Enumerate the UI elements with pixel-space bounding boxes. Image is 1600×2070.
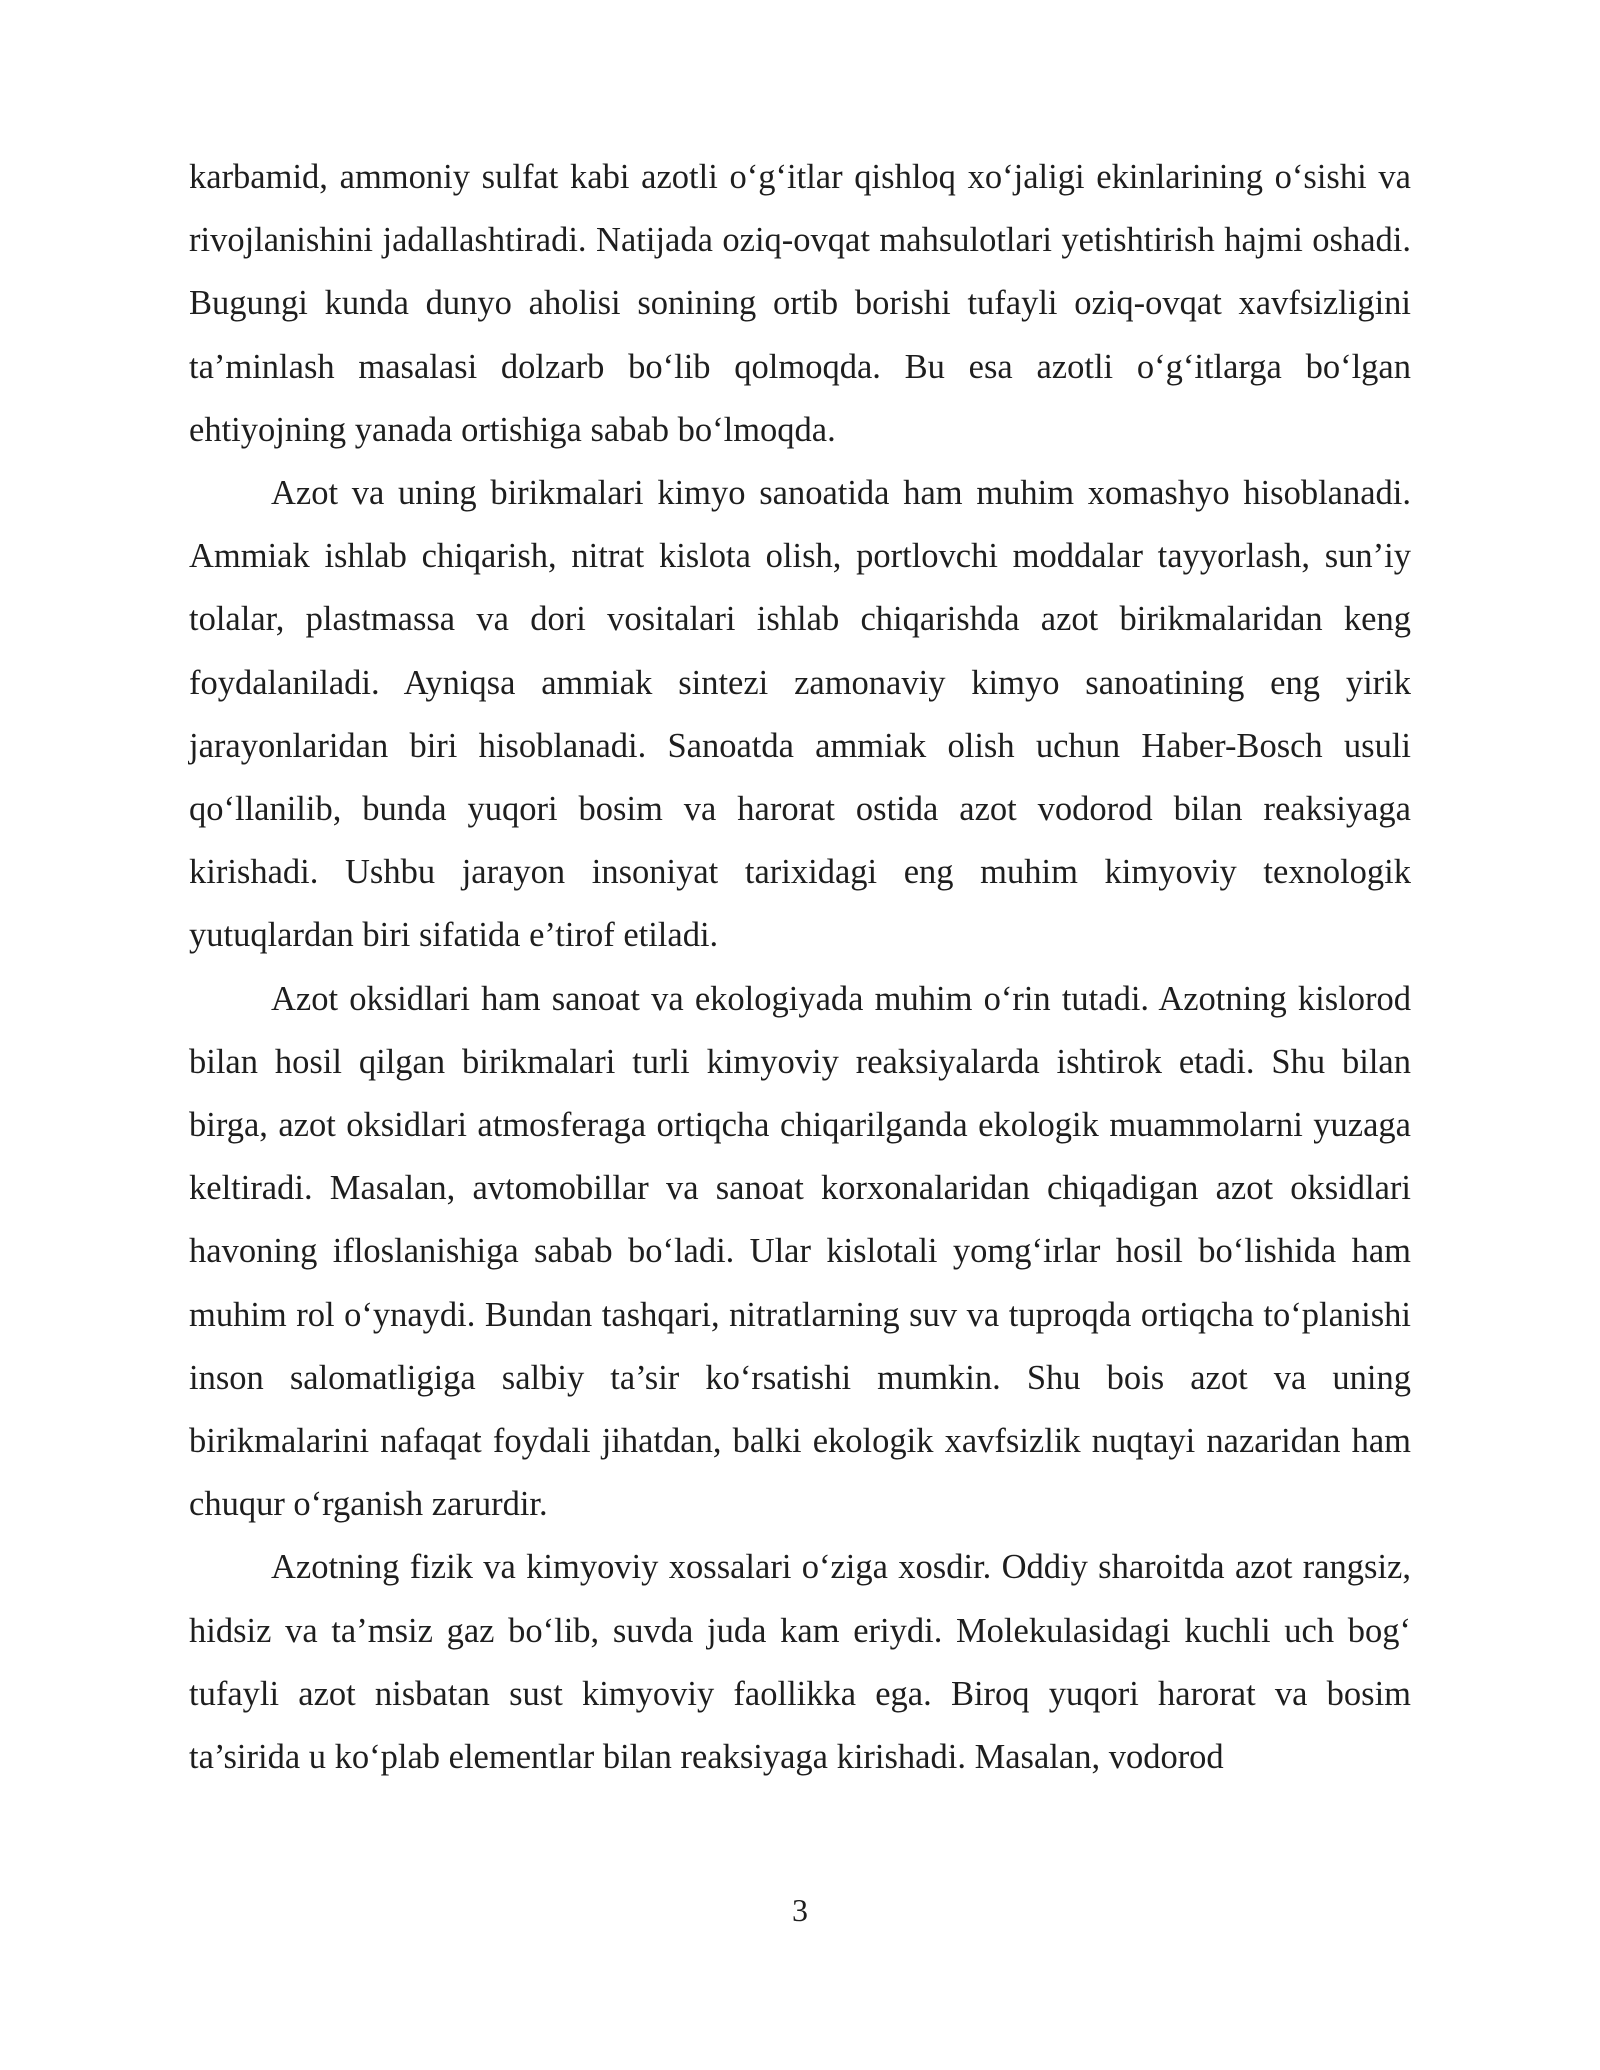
paragraph-nitrogen-oxides: Azot oksidlari ham sanoat va ekologiyada muhim o‘rin tutadi. Azotning kislorod bilan hosil qilgan birikmalari turli kimyoviy reaksiyalarda ishtirok etadi. Shu bilan birga, azot oksidlari atmosferaga ortiqcha chiqarilganda ekologik muammolarni yuzaga keltiradi. Masalan, avtomobillar va sanoat korxonalaridan chiqadigan azot oksidlari havoning ifloslanishiga sabab bo‘ladi. Ular kislotali yomg‘irlar hosil bo‘lishida ham muhim rol o‘ynaydi. Bundan tashqari, nitratlarning suv va tuproqda ortiqcha to‘planishi inson salomatligiga salbiy ta’sir ko‘rsatishi mumkin. Shu bois azot va uning birikmalarini nafaqat foydali jihatdan, balki ekologik xavfsizlik nuqtayi nazaridan ham chuqur o‘rganish zarurdir. bbox=[189, 979, 1411, 1524]
paragraph-properties: Azotning fizik va kimyoviy xossalari o‘ziga xosdir. Oddiy sharoitda azot rangsiz, hidsiz va ta’msiz gaz bo‘lib, suvda juda kam eriydi. Molekulasidagi kuchli uch bog‘ tufayli azot nisbatan sust kimyoviy faollikka ega. Biroq yuqori harorat va bosim ta’sirida u ko‘plab elementlar bilan reaksiyaga kirishadi. Masalan, vodorod bbox=[189, 1548, 1411, 1777]
paragraph-continued: karbamid, ammoniy sulfat kabi azotli o‘g‘itlar qishloq xo‘jaligi ekinlarining o‘sishi va rivojlanishini jadallashtiradi. Natijada oziq-ovqat mahsulotlari yetishtirish hajmi oshadi. Bugungi kunda dunyo aholisi sonining ortib borishi tufayli oziq-ovqat xavfsizligini ta’minlash masalasi dolzarb bo‘lib qolmoqda. Bu esa azotli o‘g‘itlarga bo‘lgan ehtiyojning yanada ortishiga sabab bo‘lmoqda. bbox=[189, 158, 1411, 449]
paragraph-chemical-industry: Azot va uning birikmalari kimyo sanoatida ham muhim xomashyo hisoblanadi. Ammiak ishlab chiqarish, nitrat kislota olish, portlovchi moddalar tayyorlash, sun’iy tolalar, plastmassa va dori vositalari ishlab chiqarishda azot birikmalaridan keng foydalaniladi. Ayniqsa ammiak sintezi zamonaviy kimyo sanoatining eng yirik jarayonlaridan biri hisoblanadi. Sanoatda ammiak olish uchun Haber-Bosch usuli qo‘llanilib, bunda yuqori bosim va harorat ostida azot vodorod bilan reaksiyaga kirishadi. Ushbu jarayon insoniyat tarixidagi eng muhim kimyoviy texnologik yutuqlardan biri sifatida e’tirof etiladi. bbox=[189, 474, 1411, 955]
body-text bbox=[189, 146, 1411, 1789]
page-number: 3 bbox=[792, 1892, 808, 1928]
